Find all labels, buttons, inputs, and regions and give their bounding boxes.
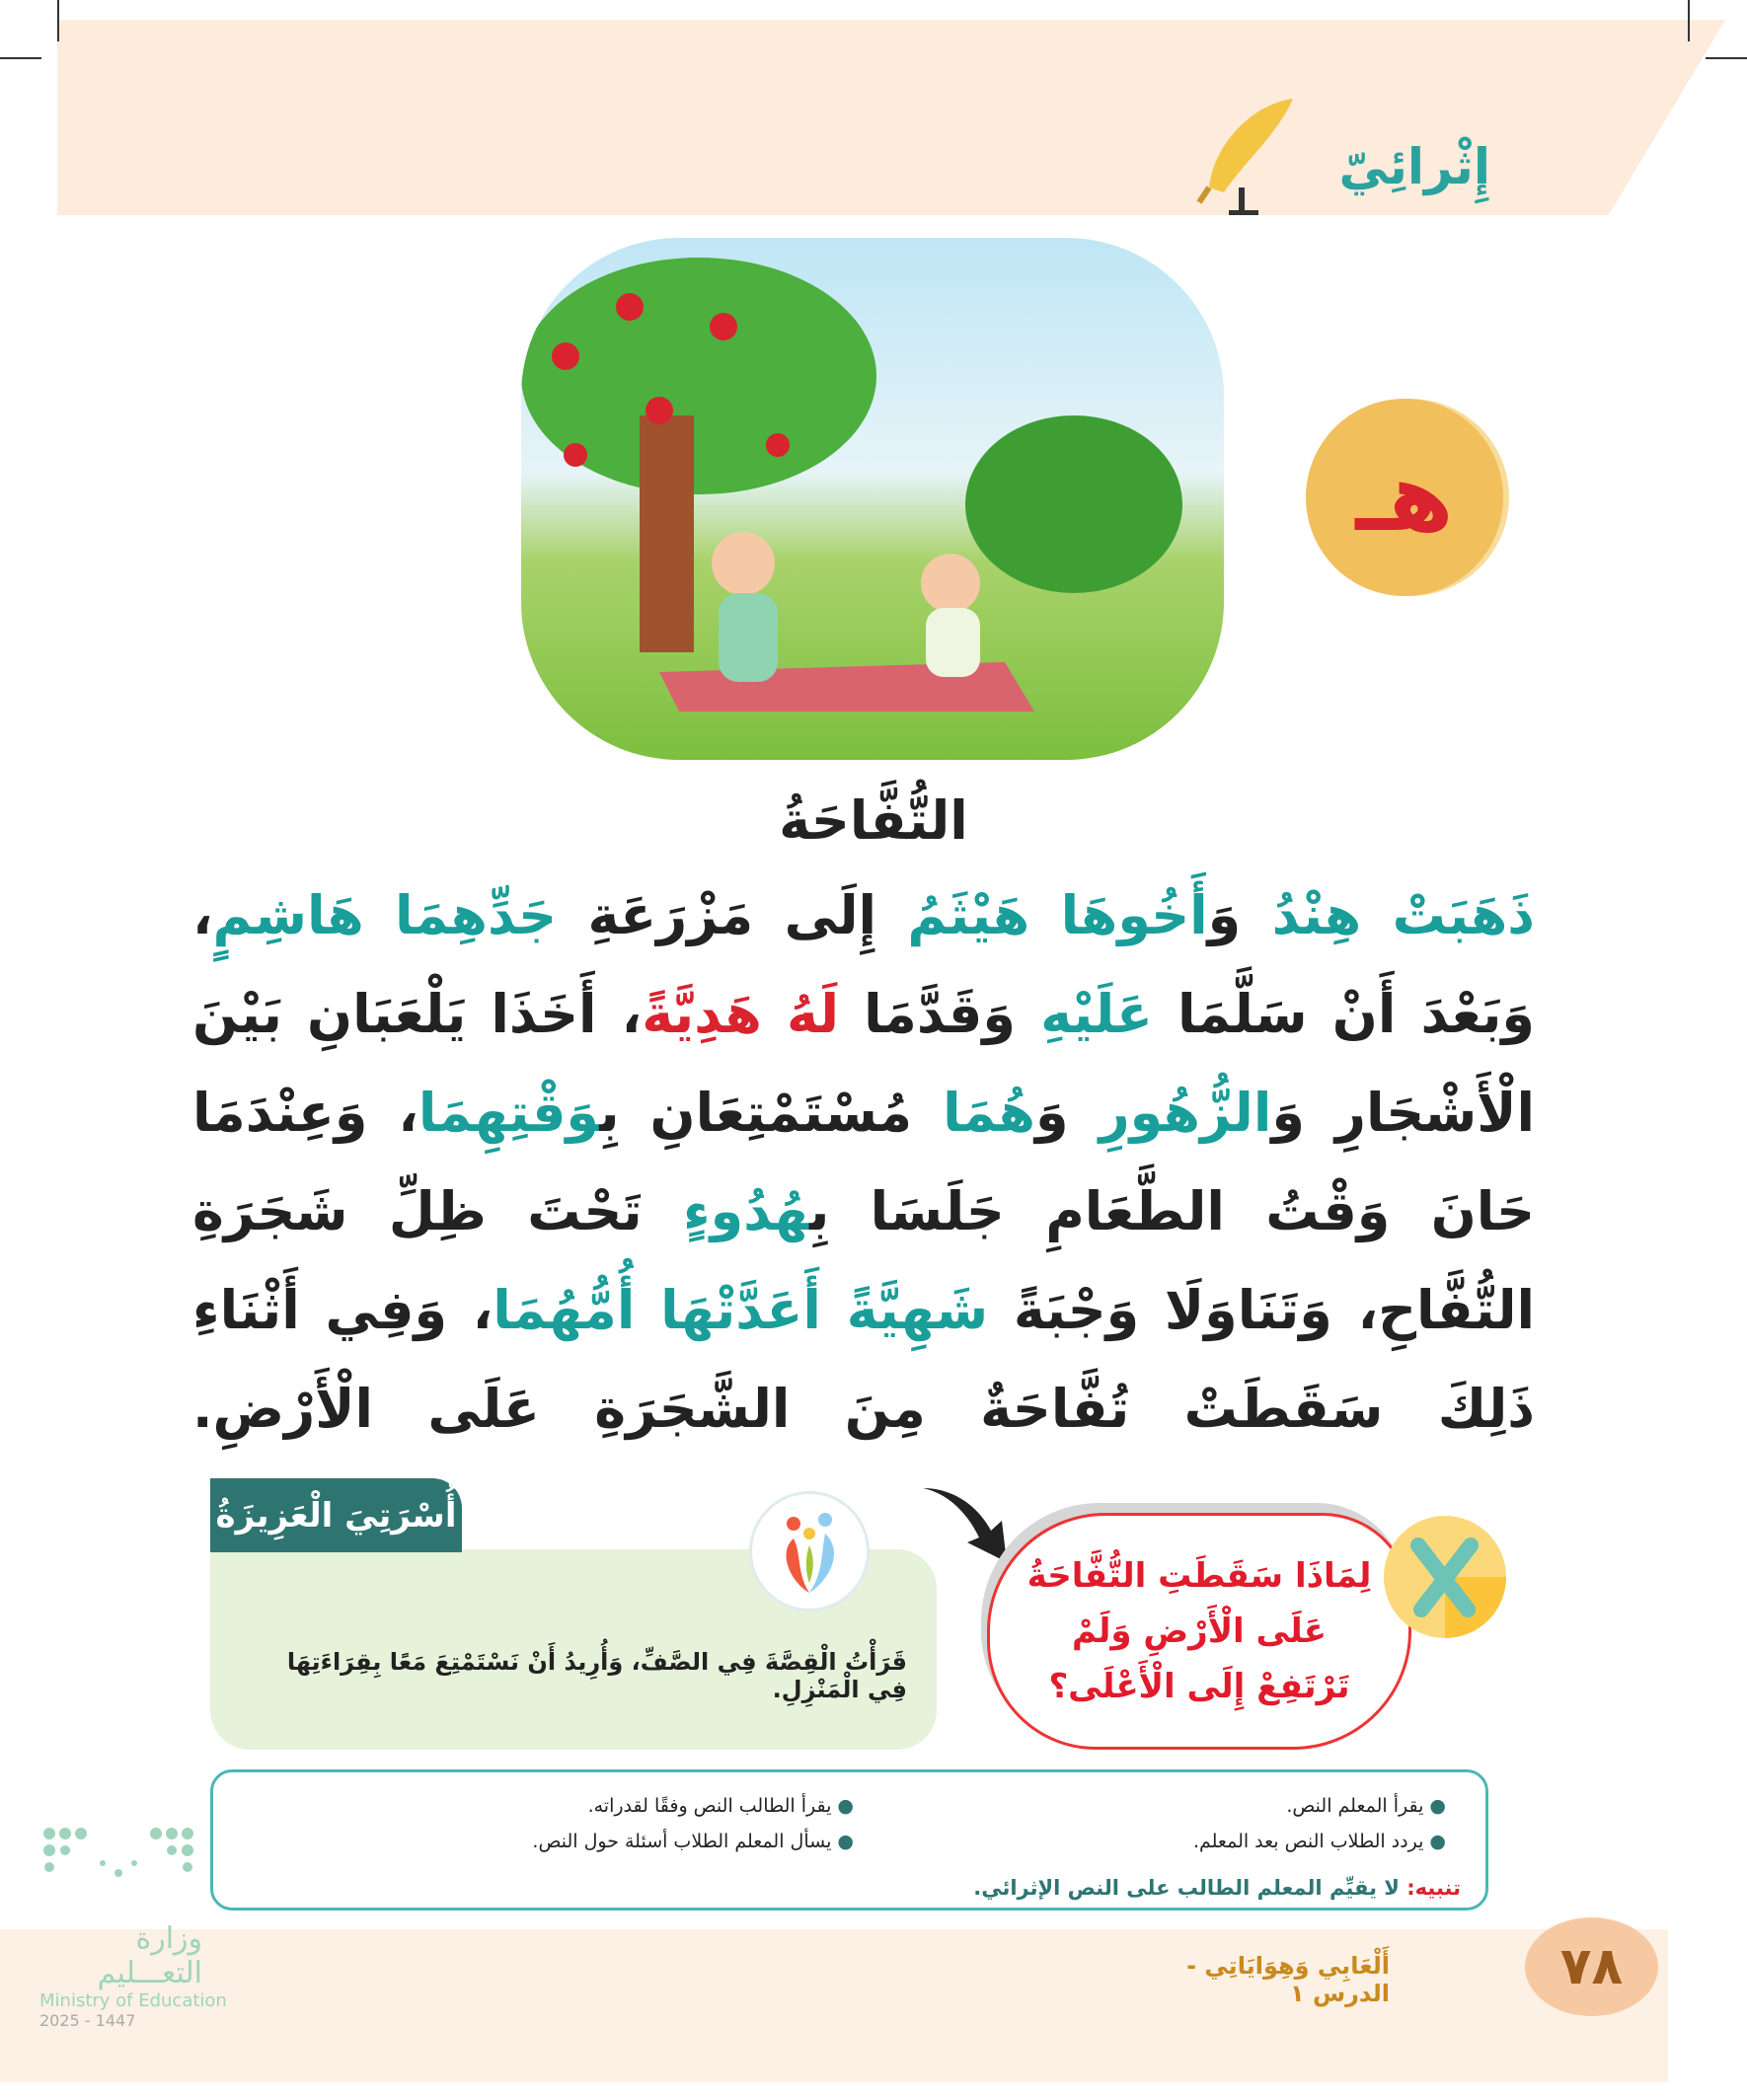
story-word: وَ (1207, 884, 1242, 946)
crop-mark (1688, 0, 1690, 41)
story-word: هِنْدُ (1241, 884, 1362, 946)
girl (712, 532, 775, 595)
story-word: ، وَعِنْدَمَا حَانَ وَقْتُ الطَّعَامِ جَلَسَا بِ (192, 1082, 1536, 1242)
story-word: لَهُ هَدِيَّةً (642, 983, 840, 1045)
story-word: هَاشِمٍ (212, 884, 364, 946)
lesson-label: أَلْعَابِي وَهِوَايَاتِي - الدرس ١ (1186, 1952, 1390, 2007)
story-word: وَقَدَّمَا (839, 983, 1016, 1045)
crop-mark (57, 0, 59, 41)
story-word: تَحْتَ ظِلِّ شَجَرَةِ التُّفَّاحِ، وَتَنَاوَلَا وَجْبَةً (192, 1180, 1536, 1341)
page-number: ٧٨ (1525, 1917, 1658, 2016)
story-word: جَدِّهِمَا (363, 884, 558, 946)
boy (921, 554, 980, 613)
story-word: أَعَدَّتْهَا (635, 1279, 821, 1341)
story-word: هُدُوءٍ (642, 1180, 810, 1242)
note-item: ● يقرأ المعلم النص. (1286, 1795, 1446, 1817)
story-word: ذَهَبَتْ (1361, 884, 1535, 946)
family-title: أُسْرَتِيَ الْعَزِيزَةُ (210, 1478, 462, 1552)
feather-pen-icon (1184, 94, 1308, 217)
story-word: ، وَفِي أَثْنَاءِ ذَلِكَ سَقَطَتْ تُفَّاحَةٌ مِنَ الشَّجَرَةِ عَلَى الْأَرْضِ. (192, 1279, 1535, 1440)
teacher-notes (210, 1769, 1488, 1911)
thinking-icon (1384, 1516, 1506, 1638)
note-item: ● يقرأ الطالب النص وفقًا لقدراته. (587, 1795, 854, 1817)
warning-note: تنبيه: لا يقيِّم المعلم الطالب على النص الإثرائي. (973, 1876, 1461, 1900)
ministry-year: 2025 - 1447 (39, 2011, 136, 2030)
story-word: أُمُّهُمَا (493, 1279, 636, 1341)
arrow-icon (918, 1483, 1017, 1567)
ministry-name-ar: وزارة التعـــليم (97, 1921, 202, 1990)
tree-trunk (640, 415, 694, 652)
story-word: إِلَى مَزْرَعَةِ (557, 884, 876, 946)
story-paragraph (192, 866, 1535, 1459)
bush (965, 415, 1182, 593)
question-text: لِمَاذَا سَقَطَتِ التُّفَّاحَةُ عَلَى الْأَرْضِ وَلَمْ تَرْتَفِعْ إِلَى الْأَعْلَى؟ (1026, 1556, 1372, 1706)
story-illustration (521, 238, 1224, 760)
ministry-name-en: Ministry of Education (39, 1990, 227, 2011)
story-word: مُسْتَمْتِعَانِ بِ (599, 1082, 913, 1144)
letter-badge: هـ (1306, 399, 1503, 596)
crop-mark (0, 57, 41, 59)
crop-mark (1706, 57, 1747, 59)
story-word: أَخُوهَا (1029, 884, 1208, 946)
note-item: ● يسأل المعلم الطلاب أسئلة حول النص. (532, 1831, 854, 1852)
story-title: التُّفَّاحَةُ (779, 789, 968, 852)
note-item: ● يردد الطلاب النص بعد المعلم. (1192, 1831, 1446, 1852)
story-word: هُمَا (912, 1082, 1035, 1144)
ministry-dots-icon (39, 1819, 197, 1888)
story-word: وَقْتِهِمَا (418, 1082, 600, 1144)
story-word: ، وَبَعْدَ أَنْ سَلَّمَا (192, 884, 1535, 1045)
story-word: ، أَخَذَا يَلْعَبَانِ بَيْنَ الْأَشْجَارِ وَ (192, 983, 1535, 1144)
family-text: قَرَأْتُ الْقِصَّةَ فِي الصَّفِّ، وَأُرِيدُ أَنْ نَسْتَمْتِعَ مَعًا بِقِرَاءَتِهَا فِي الْمَنْزِلِ. (286, 1648, 907, 1703)
story-word: وَ (1035, 1082, 1069, 1144)
question-cloud (987, 1513, 1411, 1750)
picnic-blanket (659, 662, 1034, 712)
story-word: عَلَيْهِ (1015, 983, 1153, 1045)
story-word: شَهِيَّةً (820, 1279, 989, 1341)
family-heart-icon (749, 1491, 870, 1612)
story-word: الزُّهُورِ (1068, 1082, 1272, 1144)
story-word: هَيْثَمُ (876, 884, 1030, 946)
section-label: إِثْرائِيّ (1338, 138, 1490, 195)
